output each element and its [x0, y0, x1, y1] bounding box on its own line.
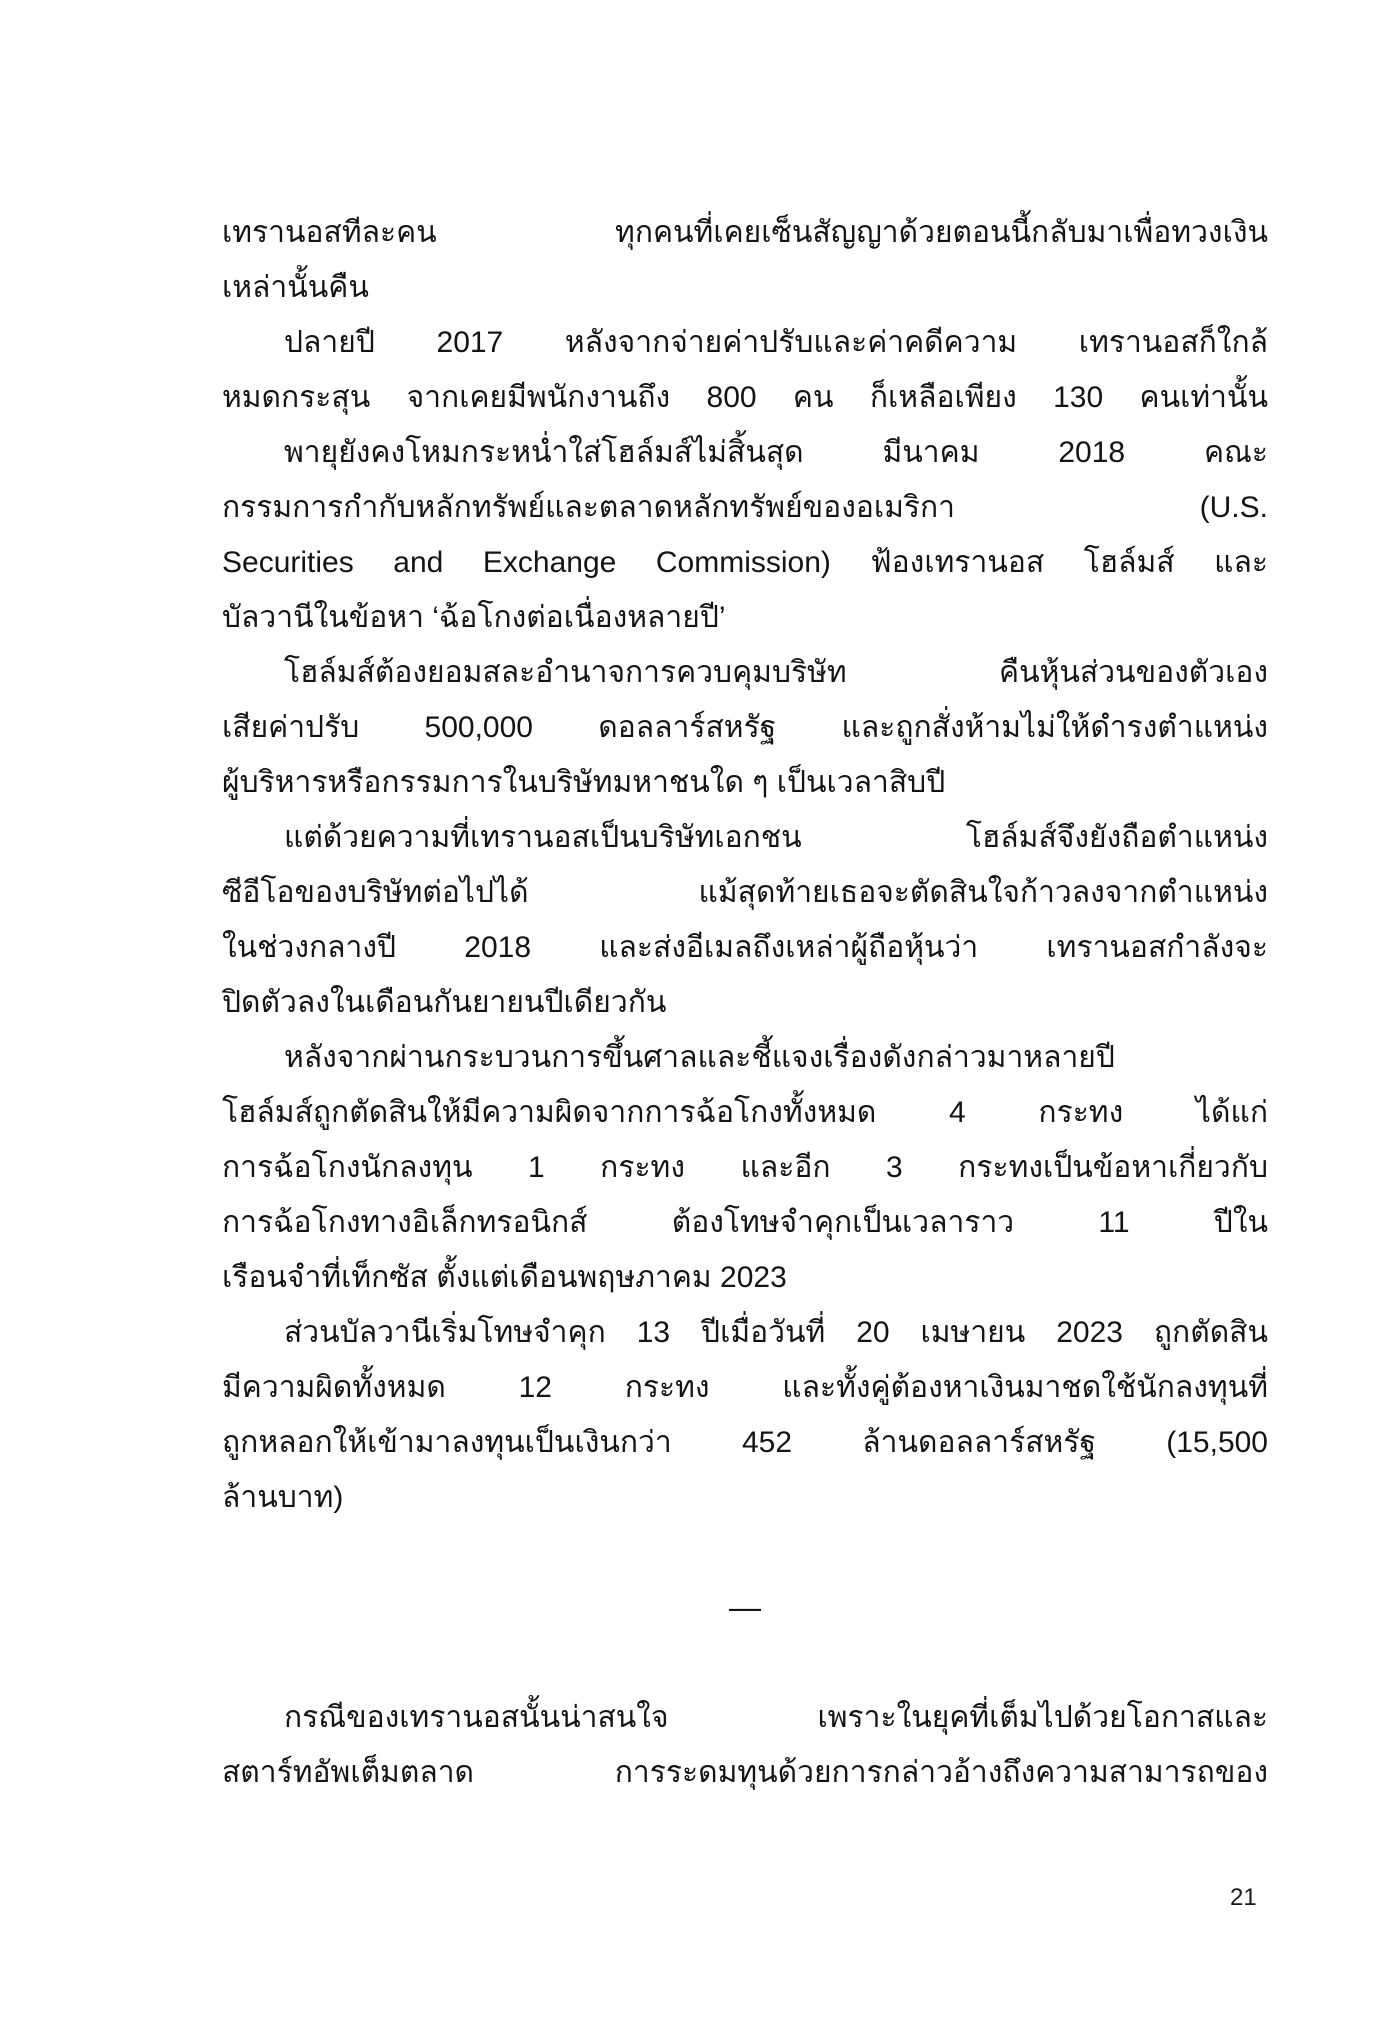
- text-line: เทรานอสทีละคน ทุกคนที่เคยเซ็นสัญญาด้วยตอนนี้กลับมาเพื่อทวงเงิน: [222, 216, 1268, 249]
- text-line: ในช่วงกลางปี 2018 และส่งอีเมลถึงเหล่าผู้ถือหุ้นว่า เทรานอสกำลังจะ: [222, 931, 1268, 964]
- text-line: ล้านบาท): [222, 1481, 344, 1514]
- text-line: ปิดตัวลงในเดือนกันยายนปีเดียวกัน: [222, 986, 667, 1019]
- page-number: 21: [1230, 1884, 1257, 1911]
- text-line: ซีอีโอของบริษัทต่อไปได้ แม้สุดท้ายเธอจะตัดสินใจก้าวลงจากตำแหน่ง: [222, 876, 1268, 909]
- page-text: [222, 205, 1268, 1800]
- text-line: โฮล์มส์ถูกตัดสินให้มีความผิดจากการฉ้อโกงทั้งหมด 4 กระทง ได้แก่: [222, 1096, 1268, 1129]
- text-line: มีความผิดทั้งหมด 12 กระทง และทั้งคู่ต้องหาเงินมาชดใช้นักลงทุนที่: [222, 1371, 1268, 1404]
- text-line: สตาร์ทอัพเต็มตลาด การระดมทุนด้วยการกล่าวอ้างถึงความสามารถของ: [222, 1756, 1268, 1789]
- text-line: ผู้บริหารหรือกรรมการในบริษัทมหาชนใด ๆ เป็นเวลาสิบปี: [222, 766, 946, 799]
- text-line: ถูกหลอกให้เข้ามาลงทุนเป็นเงินกว่า 452 ล้านดอลลาร์สหรัฐ (15,500: [222, 1426, 1268, 1459]
- text-line: ปลายปี 2017 หลังจากจ่ายค่าปรับและค่าคดีความ เทรานอสก็ใกล้: [284, 326, 1268, 359]
- text-line: การฉ้อโกงทางอิเล็กทรอนิกส์ ต้องโทษจำคุกเป็นเวลาราว 11 ปีใน: [222, 1206, 1268, 1239]
- text-line: ส่วนบัลวานีเริ่มโทษจำคุก 13 ปีเมื่อวันที่ 20 เมษายน 2023 ถูกตัดสิน: [284, 1316, 1268, 1349]
- text-line: หมดกระสุน จากเคยมีพนักงานถึง 800 คน ก็เหลือเพียง 130 คนเท่านั้น: [222, 381, 1268, 414]
- text-line: กรรมการกำกับหลักทรัพย์และตลาดหลักทรัพย์ของอเมริกา (U.S.: [222, 491, 1268, 524]
- text-line: หลังจากผ่านกระบวนการขึ้นศาลและชี้แจงเรื่องดังกล่าวมาหลายปี: [284, 1041, 1115, 1074]
- text-line: การฉ้อโกงนักลงทุน 1 กระทง และอีก 3 กระทงเป็นข้อหาเกี่ยวกับ: [222, 1151, 1268, 1184]
- text-line: เรือนจำที่เท็กซัส ตั้งแต่เดือนพฤษภาคม 2023: [222, 1261, 787, 1294]
- text-line: เหล่านั้นคืน: [222, 271, 369, 304]
- text-line: พายุยังคงโหมกระหน่ำใส่โฮล์มส์ไม่สิ้นสุด มีนาคม 2018 คณะ: [284, 436, 1268, 469]
- text-line: Securities and Exchange Commission) ฟ้องเทรานอส โฮล์มส์ และ: [222, 546, 1268, 579]
- section-divider: —: [729, 1589, 761, 1625]
- text-line: แต่ด้วยความที่เทรานอสเป็นบริษัทเอกชน โฮล์มส์จึงยังถือตำแหน่ง: [284, 821, 1268, 854]
- text-line: กรณีของเทรานอสนั้นน่าสนใจ เพราะในยุคที่เต็มไปด้วยโอกาสและ: [284, 1701, 1268, 1734]
- text-line: บัลวานีในข้อหา ‘ฉ้อโกงต่อเนื่องหลายปี’: [222, 601, 726, 634]
- text-line: โฮล์มส์ต้องยอมสละอำนาจการควบคุมบริษัท คืนหุ้นส่วนของตัวเอง: [284, 656, 1268, 689]
- text-line: เสียค่าปรับ 500,000 ดอลลาร์สหรัฐ และถูกสั่งห้ามไม่ให้ดำรงตำแหน่ง: [222, 711, 1268, 744]
